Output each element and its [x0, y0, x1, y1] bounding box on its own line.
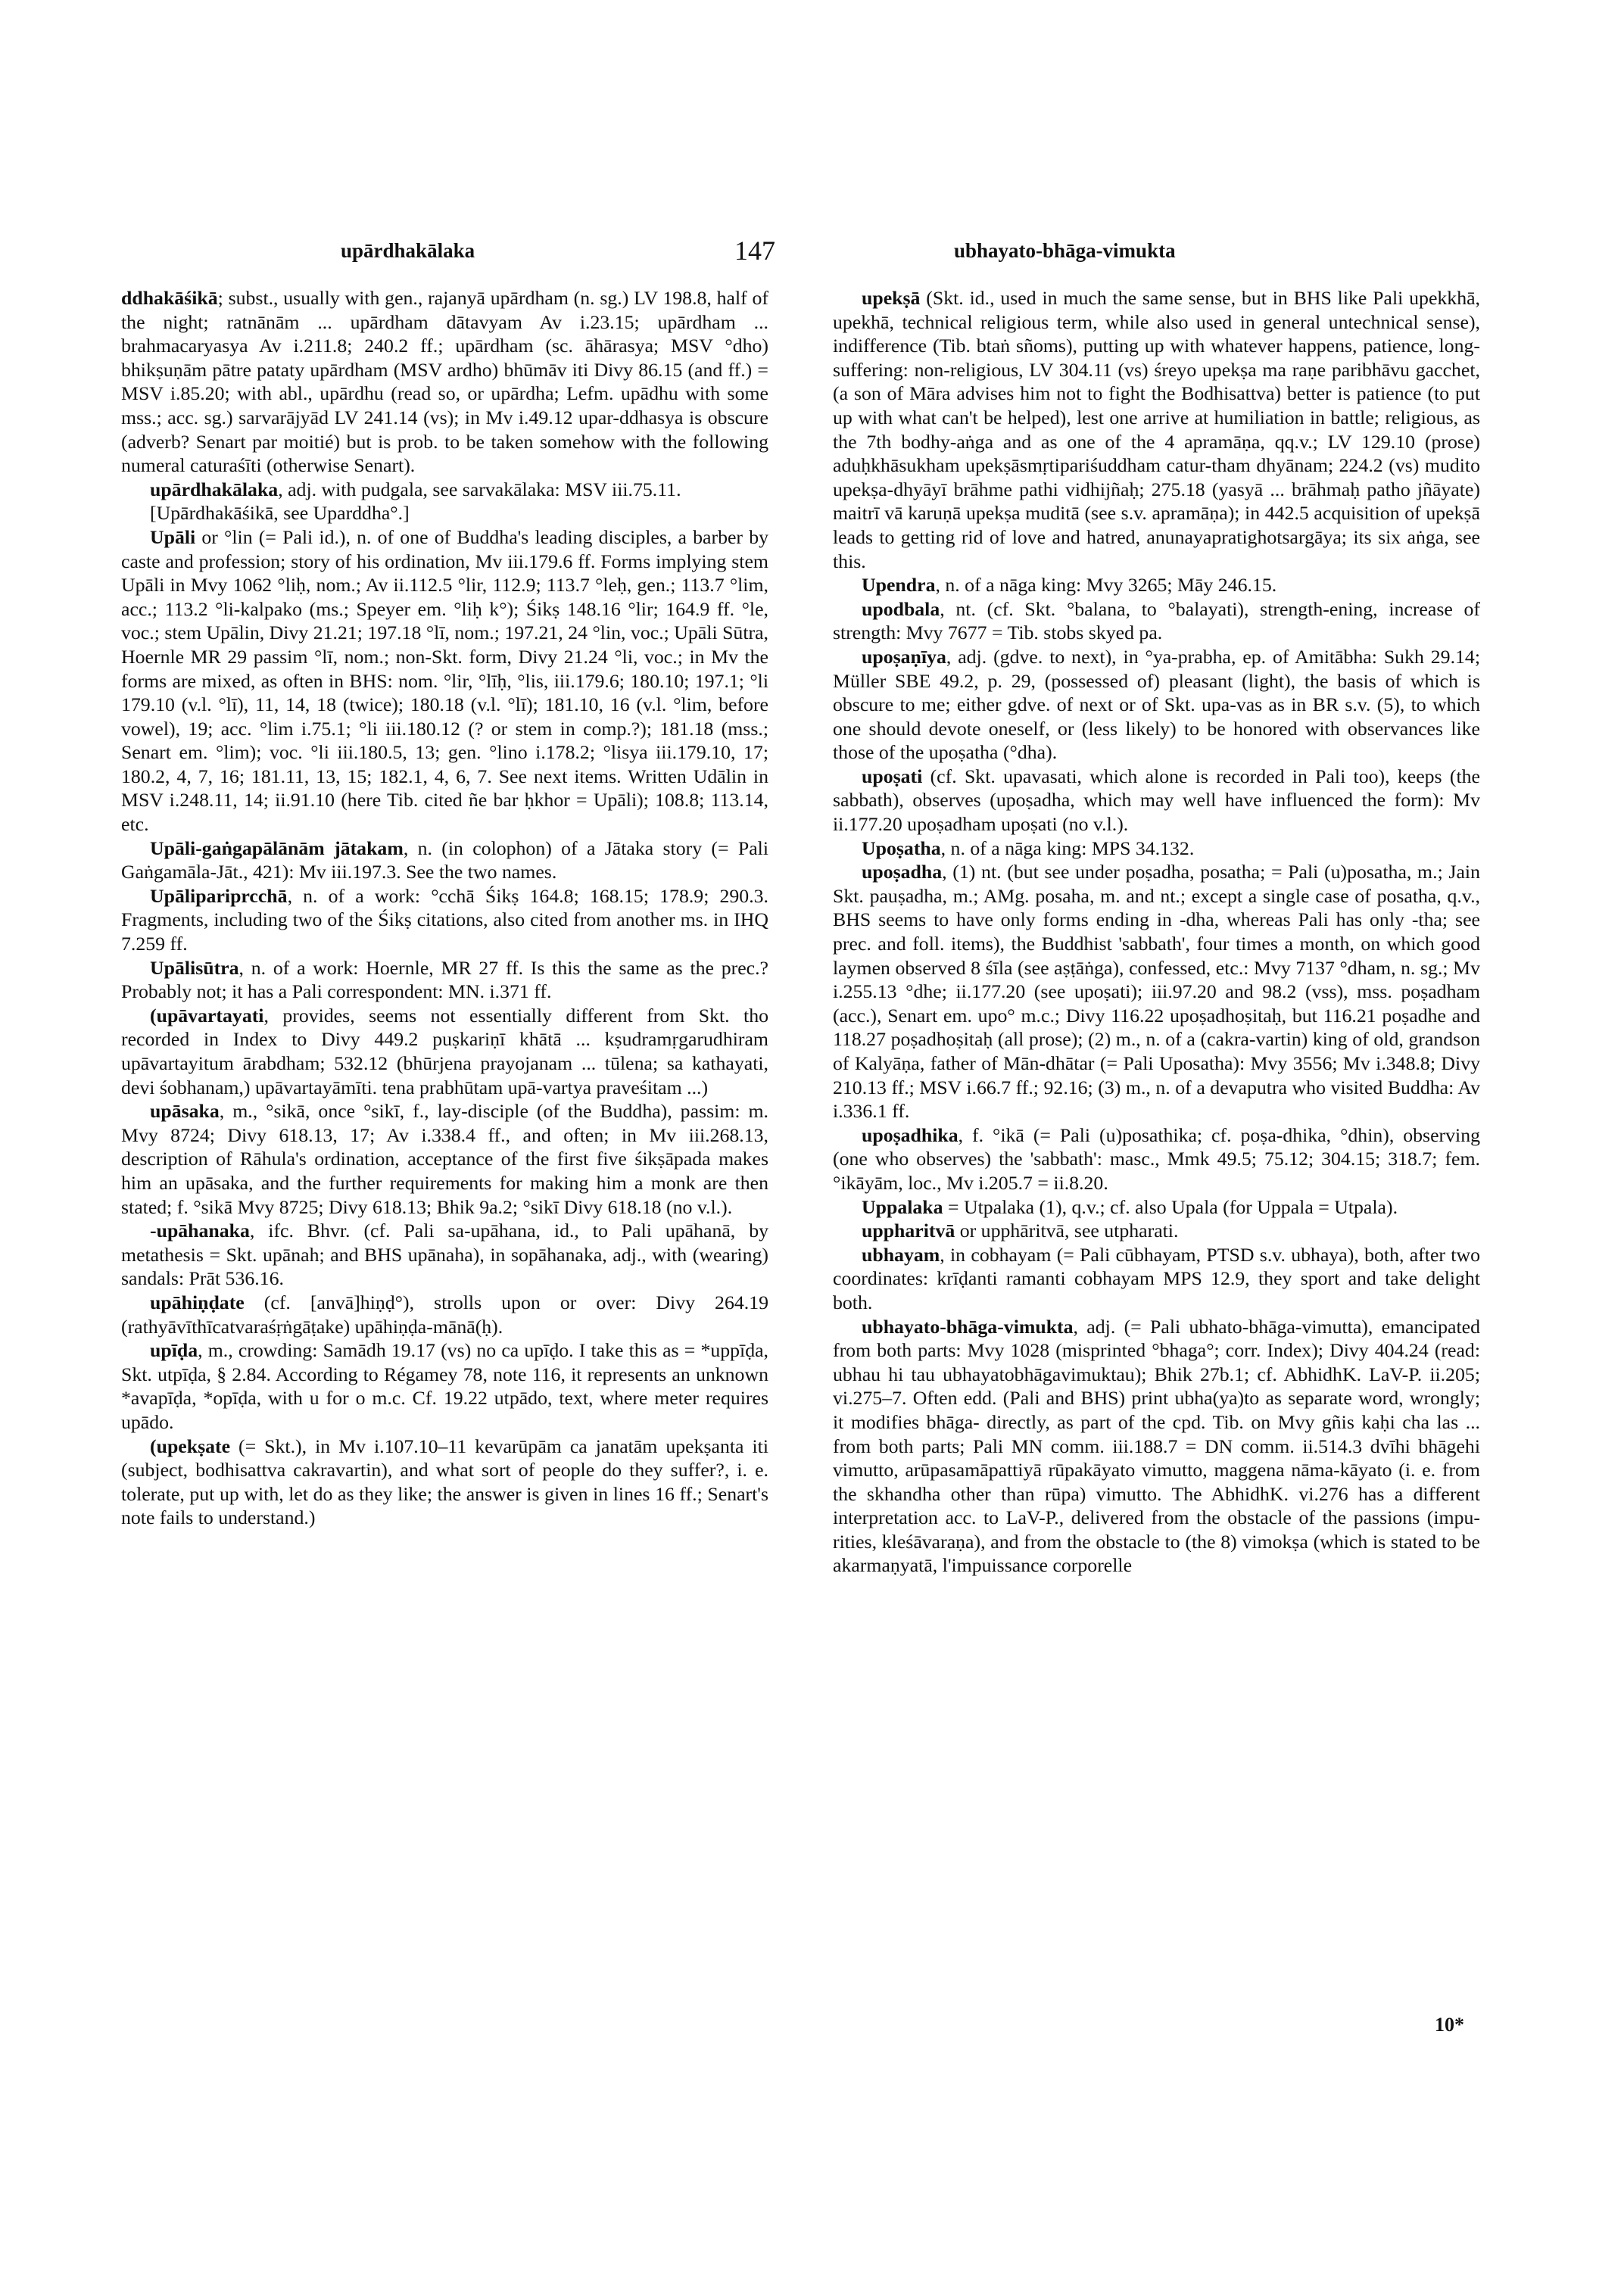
entry-headword: ddhakāśikā	[121, 287, 218, 309]
dictionary-entry	[833, 837, 1480, 861]
dictionary-entry	[121, 525, 768, 837]
entry-body: , m., °sikā, once °sikī, f., lay-disciple (of the Buddha), passim: m. Mvy 8724; Divy 618.13, 17; Av i.338.4 ff., and often; in Mv iii.268.13, description of Rāhula's ordination, acceptance of the first five śikṣāpada makes him an upāsaka, and the further requirements for making him a monk are then stated; f. °sikā Mvy 8725; Divy 618.13; Bhik 9a.2; °sikī Divy 618.18 (no v.l.).	[121, 1100, 768, 1218]
entry-body: (Skt. id., used in much the same sense, but in BHS like Pali upekkhā, upekhā, technical religious term, while also used in general untechnical sense), indifference (Tib. btaṅ sñoms), putting up with whatever happens, patience, long-suffering: non-religious, LV 304.11 (vs) śreyo upekṣa ma raṇe paribhāvu gacchet, (a son of Māra advises him not to fight the Bodhisattva) better is patience (to put up with what can't be helped), lest one arrive at humiliation in battle; religious, as the 7th bodhy-aṅga and as one of the 4 apramāṇa, qq.v.; LV 129.10 (prose) aduḥkhāsukham upekṣāsmṛtipariśuddham catur-tham dhyānam; 224.2 (vs) mudito upekṣa-dhyāyī brāhme pathi vidhijñaḥ; 275.18 (yasyā ... brāhmaḥ patho jñāyate) maitrī vā karuṇā upekṣa muditā (see s.v. apramāṇa); in 442.5 acquisition of upekṣā leads to getting rid of love and hatred, anunayapratighotsargāya; its six aṅga, see this.	[833, 287, 1480, 572]
header-right-guide-word: ubhayato-bhāga-vimukta	[954, 239, 1176, 262]
page-number: 147	[734, 235, 775, 266]
dictionary-entry	[121, 501, 768, 525]
entry-headword: Upāli	[150, 525, 196, 548]
entry-headword: upāsaka	[150, 1100, 220, 1123]
dictionary-entry	[833, 645, 1480, 765]
dictionary-entry	[121, 1338, 768, 1434]
dictionary-entry	[833, 1195, 1480, 1220]
entry-body: , adj. (gdve. to next), in °ya-prabha, ep. of Amitābha: Sukh 29.14; Müller SBE 49.2, p. 29, (possessed of) pleasant (light), the basis of which is obscure to me; either gdve. of next or of Skt. upa-vas as in BR s.v. (5), to which one should devote oneself, or (less likely) to be honored with observances like those of the upoṣatha (°dha).	[833, 645, 1480, 764]
entry-body: , in cobhayam (= Pali cūbhayam, PTSD s.v. ubhaya), both, after two coordinates: krīḍanti ramanti cobhayam MPS 12.9, they sport and take delight both.	[833, 1243, 1480, 1313]
entry-headword: uppharitvā	[862, 1220, 955, 1242]
entry-body: (cf. Skt. upavasati, which alone is recorded in Pali too), keeps (the sabbath), observes (upoṣadha, which may well have influenced the form): Mv ii.177.20 upoṣadham upoṣati (no v.l.).	[833, 765, 1480, 836]
dictionary-entry	[833, 597, 1480, 645]
entry-headword: upoṣaṇīya	[862, 645, 946, 668]
dictionary-entry	[121, 1435, 768, 1530]
entry-headword: Upendra	[862, 574, 936, 597]
entry-headword: upīḍa	[150, 1339, 198, 1362]
entry-headword: upoṣadha	[862, 861, 943, 883]
dictionary-entry	[833, 765, 1480, 837]
left-column	[121, 286, 768, 1530]
entry-headword: Uppalaka	[862, 1195, 943, 1218]
entry-body: or °lin (= Pali id.), n. of one of Buddha's leading disciples, a barber by caste and profession; story of his ordination, Mv iii.179.6 ff. Forms implying stem Upāli in Mvy 1062 °liḥ, nom.; Av ii.112.5 °lir, 112.9; 113.7 °leḥ, gen.; 113.7 °lim, acc.; 113.2 °li-kalpako (ms.; Speyer em. °liḥ k°); Śikṣ 148.16 °lir; 164.9 ff. °le, voc.; stem Upālin, Divy 21.21; 197.18 °lī, nom.; 197.21, 24 °lin, voc.; Upāli Sūtra, Hoernle MR 29 passim °lī, nom.; non-Skt. form, Divy 21.24 °li, voc.; in Mv the forms are mixed, as often in BHS: nom. °lir, °līḥ, °lis, iii.179.6; 180.10; 197.1; °li 179.10 (v.l. °lī), 11, 14, 18 (twice); 180.18 (v.l. °lī); 181.10, 16 (v.l. °lim, before vowel), 19; acc. °lim i.75.1; °li iii.180.12 (? or stem in comp.?); 181.18 (mss.; Senart em. °lim); voc. °li iii.180.5, 13; gen. °lino i.178.2; °lisya iii.179.10, 17; 180.2, 4, 7, 16; 181.11, 13, 15; 182.1, 4, 6, 7. See next items. Written Udālin in MSV i.248.11, 14; ii.91.10 (here Tib. cited ñe bar ḥkhor = Upāli); 108.8; 113.14, etc.	[121, 525, 768, 836]
entry-headword: upekṣā	[862, 287, 921, 309]
header-left-guide-word: upārdhakālaka	[341, 239, 475, 262]
dictionary-entry	[121, 1004, 768, 1099]
entry-body: , ifc. Bhvr. (cf. Pali sa-upāhana, id., to Pali upāhanā, by metathesis = Skt. upānah; and BHS upānaha), in sopāhanaka, adj., with (wearing) sandals: Prāt 536.16.	[121, 1220, 768, 1290]
entry-headword: upodbala	[862, 597, 940, 620]
entry-body: , nt. (cf. Skt. °balana, to °balayati), strength-ening, increase of strength: Mvy 7677 = Tib. stobs skyed pa.	[833, 597, 1480, 644]
entry-body: , m., crowding: Samādh 19.17 (vs) no ca upīḍo. I take this as = *uppīḍa, Skt. utpīḍa, § 2.84. According to Régamey 78, note 116, it represents an unknown *avapīḍa, *opīḍa, with u for o m.c. Cf. 19.22 utpādo, text, where meter requires upādo.	[121, 1339, 768, 1433]
entry-headword: ubhayam	[862, 1243, 940, 1266]
dictionary-entry	[121, 1099, 768, 1219]
dictionary-entry	[121, 956, 768, 1004]
entry-headword: upoṣati	[862, 765, 923, 787]
entry-body: , provides, seems not essentially different from Skt. tho recorded in Index to Divy 449.2 puṣkariṇī khātā ... kṣudramṛgarudhiram upāvartayitum ārabdham; 532.12 (bhūrjena prayojanam ... tūlena; sa kathayati, devi śobhanam,) upāvartayāmīti. tena prabhūtam upā-vartya praveśitam ...)	[121, 1004, 768, 1098]
dictionary-entry	[833, 1315, 1480, 1578]
entry-body: ; subst., usually with gen., rajanyā upārdham (n. sg.) LV 198.8, half of the night; ratnānām ... upārdham dātavyam Av i.23.15; upārdham ... brahmacaryasya Av i.211.8; 240.2 ff.; upārdham (sc. āhārasya; MSV °dho) bhikṣuṇām pātre pataty upārdham (MSV ardho) bhūmāv iti Divy 86.15 (and ff.) = MSV i.85.20; with abl., upārdhu (read so, or upārdha; Lefm. upādhu with some mss.; acc. sg.) sarvarājyād LV 241.14 (vs); in Mv i.49.12 upar-ddhasya is obscure (adverb? Senart par moitié) but is prob. to be taken somehow with the following numeral caturaśīti (otherwise Senart).	[121, 287, 768, 477]
entry-body: , n. of a work: Hoernle, MR 27 ff. Is this the same as the prec.? Probably not; it has a Pali correspondent: MN. i.371 ff.	[121, 956, 768, 1003]
entry-body: = Utpalaka (1), q.v.; cf. also Upala (for Uppala = Utpala).	[943, 1195, 1398, 1218]
entry-headword: upārdhakālaka	[150, 478, 279, 500]
entry-body: , n. of a nāga king: Mvy 3265; Māy 246.15.	[935, 574, 1277, 597]
entry-headword: -upāhanaka	[150, 1220, 250, 1242]
entry-headword: (upekṣate	[150, 1435, 231, 1457]
entry-body: [Upārdhakāśikā, see Uparddha°.]	[150, 502, 410, 525]
dictionary-entry	[121, 478, 768, 502]
entry-body: , adj. (= Pali ubhato-bhāga-vimutta), emancipated from both parts: Mvy 1028 (misprinted °bhaga°; corr. Index); Divy 404.24 (read: ubhau hi tau ubhayatobhāgavimuktau); Bhik 27b.1; cf. AbhidhK. LaV-P. ii.205; vi.275–7. Often edd. (Pali and BHS) print ubha(ya)to as separate word, wrongly; it modifies bhāga- directly, as part of the cpd. Tib. on Mvy gñis kaḥi cha las ... from both parts; Pali MN comm. iii.188.7 = DN comm. ii.514.3 dvīhi bhāgehi vimutto, arūpasamāpattiyā rūpakāyato vimutto, maggena nāma-kāyato (i. e. from the skhandha other than rūpa) vimutto. The AbhidhK. vi.276 has a different interpretation acc. to LaV-P., delivered from the obstacle of the passions (impu-rities, kleśāvaraṇa), and from the obstacle to (the 8) vimokṣa (which is stated to be akarmaṇyatā, l'impuissance corporelle	[833, 1315, 1480, 1577]
dictionary-entry	[121, 286, 768, 478]
entry-headword: Upālisūtra	[150, 956, 239, 979]
entry-body: , adj. with pudgala, see sarvakālaka: MSV iii.75.11.	[278, 478, 681, 500]
dictionary-entry	[121, 837, 768, 884]
entry-headword: Upālipariprcchā	[150, 884, 288, 907]
signature-mark: 10*	[1435, 2014, 1464, 2036]
entry-body: , n. (in colophon) of a Jātaka story (= Pali Gaṅgamāla-Jāt., 421): Mv iii.197.3. See the two names.	[121, 837, 768, 883]
running-header	[121, 235, 1469, 273]
dictionary-entry	[833, 286, 1480, 573]
entry-body: (= Skt.), in Mv i.107.10–11 kevarūpām ca janatām upekṣanta iti (subject, bodhisattva cakravartin), and what sort of people do they suffer?, i. e. tolerate, put up with, let do as they like; the answer is given in lines 16 ff.; Senart's note fails to understand.)	[121, 1435, 768, 1529]
entry-body: , (1) nt. (but see under poṣadha, posatha; = Pali (u)posatha, m.; Jain Skt. pauṣadha, m.; AMg. posaha, m. and nt.; except a single case of posatha, q.v., BHS seems to have only forms ending in -dha, whereas Pali has only -tha; see prec. and foll. items), the Buddhist 'sabbath', four times a month, on which good laymen observed 8 śīla (see aṣṭāṅga), confessed, etc.: Mvy 7137 °dham, n. sg.; Mv i.255.13 °dhe; ii.177.20 (see upoṣati); iii.97.20 and 98.2 (vss), mss. poṣadham (acc.), Senart em. upo° m.c.; Divy 116.22 upoṣadhoṣitaḥ, but 116.21 poṣadhe and 118.27 poṣadhoṣitaḥ (all prose); (2) m., n. of a (cakra-vartin) king of old, grandson of Kalyāṇa, father of Mān-dhātar (= Pali Uposatha): Mvy 3556; Mv i.348.8; Divy 210.13 ff.; MSV i.66.7 ff.; 92.16; (3) m., n. of a devaputra who visited Buddha: Av i.336.1 ff.	[833, 861, 1480, 1123]
dictionary-entry	[833, 573, 1480, 597]
entry-headword: ubhayato-bhāga-vimukta	[862, 1315, 1074, 1338]
entry-body: , f. °ikā (= Pali (u)posathika; cf. poṣa-dhika, °dhin), observing (one who observes) the 'sabbath': masc., Mmk 49.5; 75.12; 304.15; 318.7; fem. °ikāyām, loc., Mv i.205.7 = ii.8.20.	[833, 1123, 1480, 1194]
dictionary-entry	[121, 1219, 768, 1291]
entry-headword: upāhiṇḍate	[150, 1291, 245, 1313]
entry-headword: Upāli-gaṅgapālānām jātakam	[150, 837, 404, 859]
entry-headword: Upoṣatha	[862, 837, 941, 859]
dictionary-entry	[833, 1219, 1480, 1243]
dictionary-entry	[121, 884, 768, 956]
entry-headword: (upāvartayati	[150, 1004, 264, 1027]
dictionary-entry	[833, 1123, 1480, 1195]
right-column	[833, 286, 1480, 1578]
dictionary-entry	[833, 860, 1480, 1123]
entry-body: , n. of a work: °cchā Śikṣ 164.8; 168.15; 178.9; 290.3. Fragments, including two of the Śikṣ citations, also cited from another ms. in IHQ 7.259 ff.	[121, 884, 768, 955]
entry-headword: upoṣadhika	[862, 1123, 959, 1146]
entry-body: , n. of a nāga king: MPS 34.132.	[940, 837, 1195, 859]
dictionary-entry	[121, 1291, 768, 1338]
dictionary-entry	[833, 1243, 1480, 1315]
entry-body: (cf. [anvā]hiṇḍ°), strolls upon or over: Divy 264.19 (rathyāvīthīcatvaraśṛṅgāṭake) upāhiṇḍa-mānā(ḥ).	[121, 1291, 768, 1338]
entry-body: or upphāritvā, see utpharati.	[955, 1220, 1179, 1242]
